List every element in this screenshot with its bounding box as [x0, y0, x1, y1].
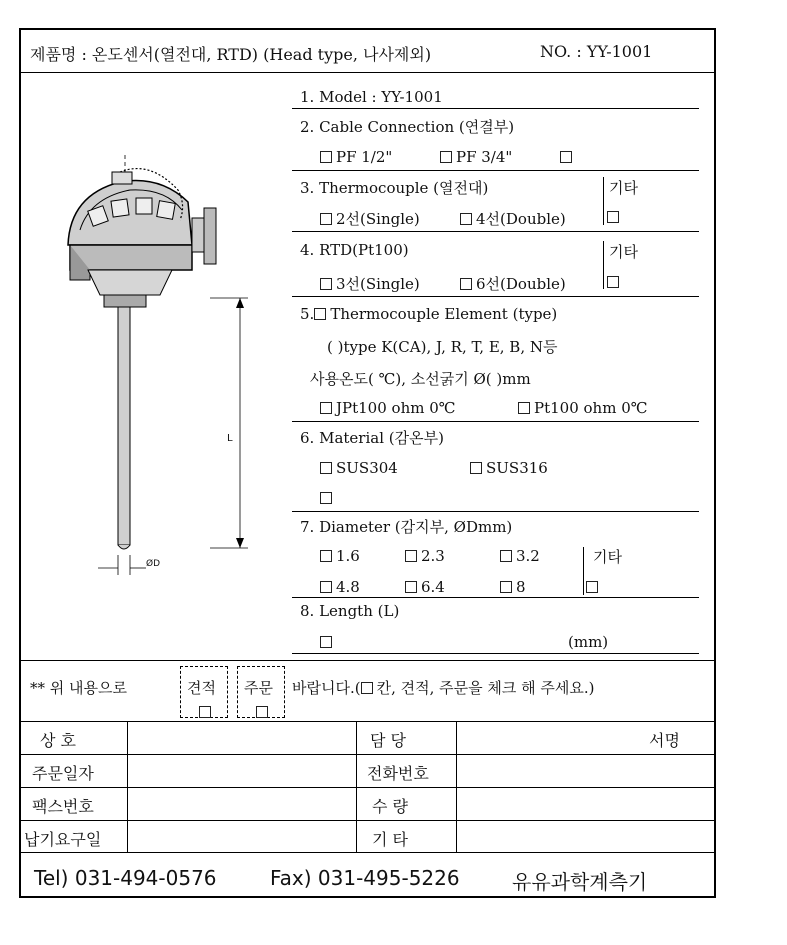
contact-person-label: 담 당	[370, 731, 406, 750]
cable-title: 2. Cable Connection (연결부)	[300, 118, 515, 136]
divider	[127, 721, 128, 852]
cable-option-blank[interactable]	[560, 148, 576, 166]
company-name-label: 상 호	[40, 731, 76, 750]
diameter-other-label: 기타	[593, 548, 622, 566]
order-checkbox[interactable]	[256, 703, 272, 721]
diameter-title: 7. Diameter (감지부, ØDmm)	[300, 518, 513, 536]
divider	[292, 296, 699, 297]
diameter-option-1-6[interactable]	[320, 547, 360, 565]
option-label: PF 1/2"	[336, 148, 393, 166]
option-label: JPt100 ohm 0℃	[336, 399, 456, 417]
quantity-field[interactable]	[460, 790, 710, 818]
option-label: 4선(Double)	[476, 210, 566, 228]
thermocouple-other-label: 기타	[609, 179, 638, 197]
checkbox[interactable]	[460, 278, 472, 290]
checkbox[interactable]	[320, 581, 332, 593]
checkbox[interactable]	[320, 278, 332, 290]
checkbox[interactable]	[320, 151, 332, 163]
checkbox[interactable]	[320, 636, 332, 648]
checkbox[interactable]	[405, 581, 417, 593]
checkbox[interactable]	[460, 213, 472, 225]
thermocouple-title: 3. Thermocouple (열전대)	[300, 179, 489, 197]
due-date-label: 납기요구일	[24, 830, 102, 849]
option-label: 2.3	[421, 547, 445, 565]
checkbox[interactable]	[320, 492, 332, 504]
length-label: L	[227, 433, 233, 444]
divider	[292, 108, 699, 109]
element-option-pt100[interactable]	[518, 399, 648, 417]
thermocouple-other-checkbox[interactable]	[607, 208, 623, 226]
checkbox[interactable]	[518, 402, 530, 414]
order-label: 주문	[244, 679, 273, 697]
option-label: 6선(Double)	[476, 275, 566, 293]
checkbox[interactable]	[314, 308, 326, 320]
material-title: 6. Material (감온부)	[300, 429, 444, 447]
quote-label: 견적	[187, 679, 216, 697]
rtd-other-label: 기타	[609, 243, 638, 261]
length-unit: (mm)	[568, 633, 609, 651]
option-label: Pt100 ohm 0℃	[534, 399, 648, 417]
fax-number-field[interactable]	[130, 790, 354, 818]
etc-label: 기 타	[372, 830, 408, 849]
checkbox[interactable]	[320, 402, 332, 414]
checkbox[interactable]	[560, 151, 572, 163]
checkbox[interactable]	[586, 581, 598, 593]
checkbox[interactable]	[500, 581, 512, 593]
checkbox[interactable]	[607, 276, 619, 288]
checkbox[interactable]	[320, 462, 332, 474]
divider	[20, 852, 715, 853]
length-title: 8. Length (L)	[300, 602, 400, 620]
option-label: 1.6	[336, 547, 360, 565]
signature-label: 서명	[649, 731, 680, 750]
divider	[20, 72, 715, 73]
element-type-line: ( )type K(CA), J, R, T, E, B, N등	[327, 338, 558, 356]
rtd-option-single[interactable]	[320, 273, 420, 294]
etc-field[interactable]	[460, 823, 710, 851]
diameter-option-3-2[interactable]	[500, 547, 540, 565]
diameter-option-4-8[interactable]	[320, 578, 360, 596]
divider	[20, 660, 715, 661]
request-suffix	[292, 677, 594, 698]
divider	[292, 170, 699, 171]
diameter-option-2-3[interactable]	[405, 547, 445, 565]
phone-field[interactable]	[460, 757, 710, 785]
cable-option-pf12[interactable]	[320, 148, 392, 166]
material-option-sus316[interactable]	[470, 459, 548, 477]
material-option-sus304[interactable]	[320, 459, 398, 477]
element-title-text: Thermocouple Element (type)	[330, 305, 558, 323]
element-title[interactable]	[300, 305, 557, 323]
divider	[20, 754, 715, 755]
option-label: 8	[516, 578, 526, 596]
checkbox[interactable]	[320, 213, 332, 225]
quote-checkbox[interactable]	[199, 703, 215, 721]
footer-company: 유유과학계측기	[512, 870, 648, 894]
option-label: SUS316	[486, 459, 548, 477]
option-label: 2선(Single)	[336, 210, 420, 228]
thermocouple-option-double[interactable]	[460, 208, 566, 229]
footer-tel: Tel) 031-494-0576	[34, 866, 217, 890]
divider	[583, 547, 584, 595]
option-label: SUS304	[336, 459, 398, 477]
checkbox	[361, 682, 373, 694]
divider	[456, 721, 457, 852]
divider	[20, 721, 715, 722]
request-prefix: ** 위 내용으로	[30, 679, 127, 697]
divider	[292, 597, 699, 598]
checkbox[interactable]	[256, 706, 268, 718]
order-date-label: 주문일자	[32, 764, 94, 783]
option-label: 3.2	[516, 547, 540, 565]
product-number: NO. : YY-1001	[540, 42, 653, 61]
option-label: 6.4	[421, 578, 445, 596]
request-suffix-text-2: 칸, 견적, 주문을 체크 해 주세요.)	[376, 679, 595, 697]
divider	[356, 721, 357, 852]
divider	[603, 241, 604, 289]
element-number: 5.	[300, 305, 315, 323]
divider	[20, 787, 715, 788]
footer-fax: Fax) 031-495-5226	[270, 866, 460, 890]
element-option-jpt100[interactable]	[320, 399, 456, 417]
order-date-field[interactable]	[130, 757, 354, 785]
model-line: 1. Model : YY-1001	[300, 88, 443, 106]
request-suffix-text: 바랍니다.(	[292, 679, 361, 697]
sensor-diagram	[60, 150, 280, 580]
checkbox[interactable]	[440, 151, 452, 163]
checkbox[interactable]	[500, 550, 512, 562]
cable-option-pf34[interactable]	[440, 148, 512, 166]
rtd-option-double[interactable]	[460, 273, 566, 294]
checkbox[interactable]	[199, 706, 211, 718]
thermocouple-option-single[interactable]	[320, 208, 420, 229]
quantity-label: 수 량	[372, 797, 408, 816]
divider	[292, 511, 699, 512]
phone-label: 전화번호	[367, 764, 429, 783]
element-temp-line: 사용온도( ℃), 소선굵기 Ø( )mm	[310, 370, 531, 388]
diameter-other-checkbox[interactable]	[586, 578, 602, 596]
checkbox[interactable]	[320, 550, 332, 562]
fax-number-label: 팩스번호	[32, 797, 94, 816]
checkbox[interactable]	[470, 462, 482, 474]
diameter-option-8[interactable]	[500, 578, 526, 596]
option-label: 3선(Single)	[336, 275, 420, 293]
due-date-field[interactable]	[130, 823, 354, 851]
option-label: PF 3/4"	[456, 148, 513, 166]
material-option-blank[interactable]	[320, 489, 336, 507]
length-checkbox[interactable]	[320, 633, 336, 651]
diameter-label: ØD	[146, 559, 161, 569]
divider	[292, 421, 699, 422]
product-title: 제품명 : 온도센서(열전대, RTD) (Head type, 나사제외)	[30, 45, 432, 64]
rtd-other-checkbox[interactable]	[607, 273, 623, 291]
rtd-title: 4. RTD(Pt100)	[300, 241, 409, 259]
divider	[292, 231, 699, 232]
divider	[292, 653, 699, 654]
checkbox[interactable]	[405, 550, 417, 562]
company-name-field[interactable]	[130, 724, 354, 752]
option-label: 4.8	[336, 578, 360, 596]
diameter-option-6-4[interactable]	[405, 578, 445, 596]
divider	[603, 177, 604, 225]
divider	[20, 820, 715, 821]
checkbox[interactable]	[607, 211, 619, 223]
